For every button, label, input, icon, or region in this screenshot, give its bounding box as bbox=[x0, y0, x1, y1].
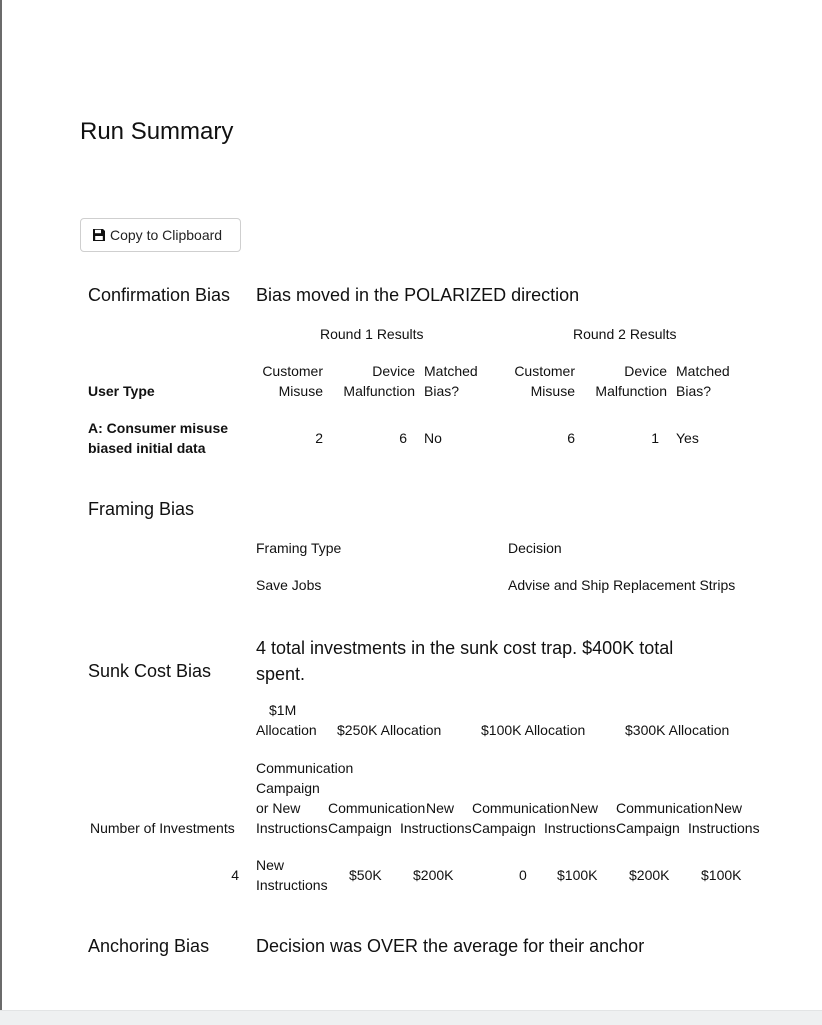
num-investments-value: 4 bbox=[231, 867, 239, 883]
col-comm-or-new-header: Communication Campaign or New Instructions bbox=[256, 760, 354, 836]
alloc-250k-comm-header: Communication Campaign bbox=[328, 800, 426, 836]
r2-device-malfunction-value: 1 bbox=[651, 430, 659, 446]
window-left-edge bbox=[0, 0, 2, 1024]
framing-type-header: Framing Type bbox=[256, 540, 342, 556]
number-of-investments-header: Number of Investments bbox=[90, 820, 235, 836]
r1-device-malfunction-value: 6 bbox=[399, 430, 407, 446]
alloc-300k-header: $300K Allocation bbox=[625, 722, 730, 738]
alloc-1m-header: $1M Allocation bbox=[256, 702, 317, 738]
r2-matched-bias-header: Matched Bias? bbox=[676, 363, 730, 399]
confirmation-bias-label: Confirmation Bias bbox=[88, 285, 231, 305]
row-comm-or-new-value: New Instructions bbox=[256, 857, 328, 893]
r1-matched-value: No bbox=[424, 430, 442, 446]
alloc-300k-comm-value: $200K bbox=[629, 867, 670, 883]
window-bottom-bar bbox=[0, 1010, 822, 1025]
r2-matched-value: Yes bbox=[676, 430, 699, 446]
alloc-250k-new-value: $200K bbox=[413, 867, 454, 883]
alloc-100k-comm-header: Communication Campaign bbox=[472, 800, 570, 836]
page-title: Run Summary bbox=[80, 118, 234, 145]
framing-bias-label: Framing Bias bbox=[88, 499, 195, 519]
alloc-250k-new-header: New Instructions bbox=[400, 800, 472, 836]
copy-to-clipboard-button[interactable] bbox=[80, 218, 241, 252]
r2-customer-misuse-value: 6 bbox=[567, 430, 575, 446]
r2-device-malfunction-header: Device Malfunction bbox=[595, 363, 667, 399]
alloc-250k-header: $250K Allocation bbox=[337, 722, 442, 738]
alloc-250k-comm-value: $50K bbox=[349, 867, 382, 883]
alloc-100k-header: $100K Allocation bbox=[481, 722, 586, 738]
framing-decision-value: Advise and Ship Replacement Strips bbox=[508, 577, 736, 593]
alloc-100k-comm-value: 0 bbox=[519, 867, 527, 883]
row-user-type: A: Consumer misuse biased initial data bbox=[88, 420, 229, 456]
framing-type-value: Save Jobs bbox=[256, 577, 322, 593]
user-type-header: User Type bbox=[88, 383, 155, 399]
anchoring-bias-label: Anchoring Bias bbox=[88, 936, 210, 956]
r1-customer-misuse-value: 2 bbox=[315, 430, 323, 446]
round2-results-header: Round 2 Results bbox=[573, 326, 677, 342]
framing-decision-header: Decision bbox=[508, 540, 562, 556]
r1-matched-bias-header: Matched Bias? bbox=[424, 363, 478, 399]
r1-device-malfunction-header: Device Malfunction bbox=[343, 363, 415, 399]
alloc-100k-new-header: New Instructions bbox=[544, 800, 616, 836]
alloc-300k-new-header: New Instructions bbox=[688, 800, 760, 836]
sunk-cost-headline: 4 total investments in the sunk cost trap. $400K total spent. bbox=[256, 638, 674, 684]
alloc-300k-comm-header: Communication Campaign bbox=[616, 800, 714, 836]
confirmation-headline: Bias moved in the POLARIZED direction bbox=[256, 285, 580, 305]
floppy-disk-icon bbox=[92, 228, 106, 242]
r1-customer-misuse-header: Customer Misuse bbox=[262, 363, 323, 399]
sunk-cost-bias-label: Sunk Cost Bias bbox=[88, 661, 212, 681]
round1-results-header: Round 1 Results bbox=[320, 326, 424, 342]
r2-customer-misuse-header: Customer Misuse bbox=[514, 363, 575, 399]
alloc-300k-new-value: $100K bbox=[701, 867, 742, 883]
alloc-100k-new-value: $100K bbox=[557, 867, 598, 883]
anchoring-headline: Decision was OVER the average for their anchor bbox=[256, 936, 645, 956]
copy-button-label: Copy to Clipboard bbox=[110, 227, 223, 243]
